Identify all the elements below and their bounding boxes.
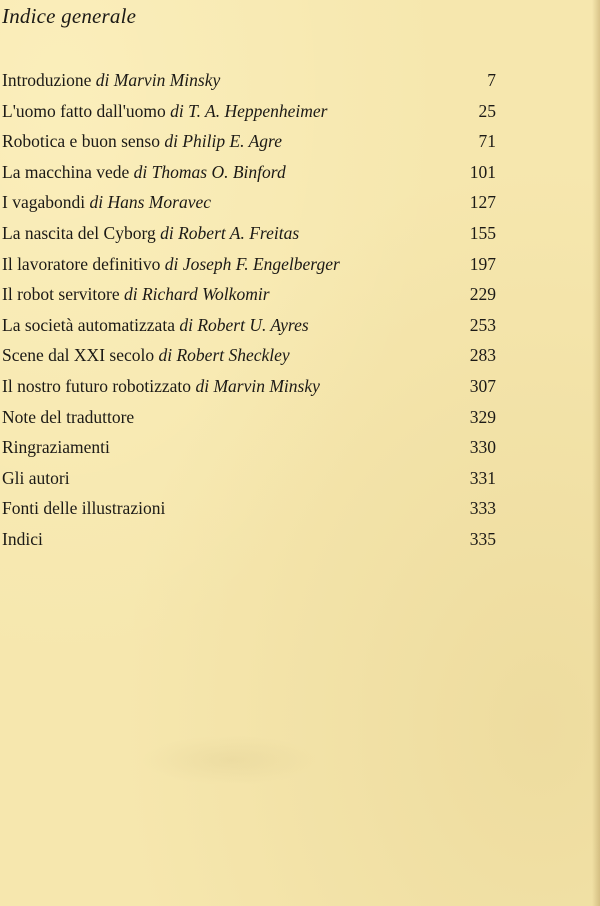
author-name: Robert Sheckley <box>176 345 290 366</box>
chapter-title: La società automatizzata <box>2 314 175 335</box>
toc-entry-title <box>2 249 340 280</box>
author-prefix: di <box>160 222 174 243</box>
toc-entry-title <box>2 96 327 127</box>
author-prefix: di <box>123 284 138 305</box>
toc-entry <box>2 96 496 127</box>
page-number: 155 <box>469 222 496 243</box>
page-number: 7 <box>487 70 496 90</box>
page-number: 197 <box>469 253 496 274</box>
author-prefix: di <box>133 161 148 182</box>
page-number: 283 <box>469 345 496 366</box>
page-number: 329 <box>469 406 496 427</box>
toc-entry <box>2 187 496 218</box>
toc-entry-title <box>2 432 110 463</box>
author-prefix: di <box>195 375 210 396</box>
toc-entry <box>2 524 496 555</box>
page-number: 335 <box>469 528 496 549</box>
chapter-title: Indici <box>2 528 43 549</box>
author-name: Hans Moravec <box>107 192 211 213</box>
toc-entry-title <box>2 157 286 188</box>
author-prefix: di <box>95 70 110 90</box>
toc-entry-title <box>2 524 43 555</box>
author-name: Richard Wolkomir <box>141 284 270 305</box>
toc-entry <box>2 310 496 341</box>
toc-entry <box>2 493 496 524</box>
toc-entry-title <box>2 463 70 494</box>
page-number: 333 <box>469 498 496 519</box>
author-name: Marvin Minsky <box>213 375 320 396</box>
toc-entry-title <box>2 493 165 524</box>
toc-entry <box>2 126 496 157</box>
page-number: 71 <box>478 131 496 152</box>
author-prefix: di <box>179 314 193 335</box>
toc-entry-title <box>2 371 320 402</box>
author-prefix: di <box>89 192 104 213</box>
toc-entry-title <box>2 65 220 96</box>
toc-entry-title <box>2 402 134 433</box>
page-number: 127 <box>469 192 496 213</box>
toc-entry <box>2 340 496 371</box>
toc-entry <box>2 371 496 402</box>
toc-entry-title <box>2 187 211 218</box>
paper-stain <box>140 735 320 785</box>
author-name: Philip E. Agre <box>182 131 282 152</box>
toc-entry <box>2 65 496 96</box>
author-prefix: di <box>158 345 173 366</box>
chapter-title: L'uomo fatto dall'uomo <box>2 100 166 121</box>
author-prefix: di <box>164 131 178 152</box>
chapter-title: I vagabondi <box>2 192 86 213</box>
toc-entry-title <box>2 340 290 371</box>
page-number: 330 <box>469 437 496 458</box>
chapter-title: Il nostro futuro robotizzato <box>2 375 192 396</box>
table-of-contents <box>2 65 496 555</box>
author-name: Thomas O. Binford <box>151 161 286 182</box>
chapter-title: Introduzione <box>2 70 92 90</box>
page-number: 25 <box>478 100 496 121</box>
page-title: Indice generale <box>2 4 137 28</box>
author-name: Robert A. Freitas <box>178 222 300 243</box>
toc-entry-title <box>2 279 270 310</box>
page-number: 253 <box>469 314 496 335</box>
page-edge-shadow <box>592 0 600 906</box>
toc-entry-title <box>2 218 299 249</box>
toc-entry <box>2 402 496 433</box>
page-number: 307 <box>469 375 496 396</box>
page-number: 101 <box>469 161 496 182</box>
chapter-title: Ringraziamenti <box>2 437 110 458</box>
toc-entry <box>2 218 496 249</box>
page-number: 331 <box>469 467 496 488</box>
toc-entry <box>2 249 496 280</box>
toc-entry <box>2 463 496 494</box>
chapter-title: Note del traduttore <box>2 406 135 427</box>
chapter-title: Il lavoratore definitivo <box>2 253 161 274</box>
author-name: T. A. Heppenheimer <box>188 100 328 121</box>
toc-entry-title <box>2 126 282 157</box>
author-name: Marvin Minsky <box>113 70 221 90</box>
toc-entry <box>2 157 496 188</box>
chapter-title: Gli autori <box>2 467 70 488</box>
chapter-title: La nascita del Cyborg <box>2 222 156 243</box>
toc-entry <box>2 432 496 463</box>
chapter-title: Scene dal XXI secolo <box>2 345 155 366</box>
author-name: Robert U. Ayres <box>197 314 309 335</box>
chapter-title: La macchina vede <box>2 161 130 182</box>
page-number: 229 <box>469 284 496 305</box>
chapter-title: Il robot servitore <box>2 284 120 305</box>
chapter-title: Fonti delle illustrazioni <box>2 498 166 519</box>
toc-entry-title <box>2 310 309 341</box>
chapter-title: Robotica e buon senso <box>2 131 160 152</box>
author-name: Joseph F. Engelberger <box>182 253 340 274</box>
toc-entry <box>2 279 496 310</box>
author-prefix: di <box>170 100 184 121</box>
author-prefix: di <box>164 253 179 274</box>
